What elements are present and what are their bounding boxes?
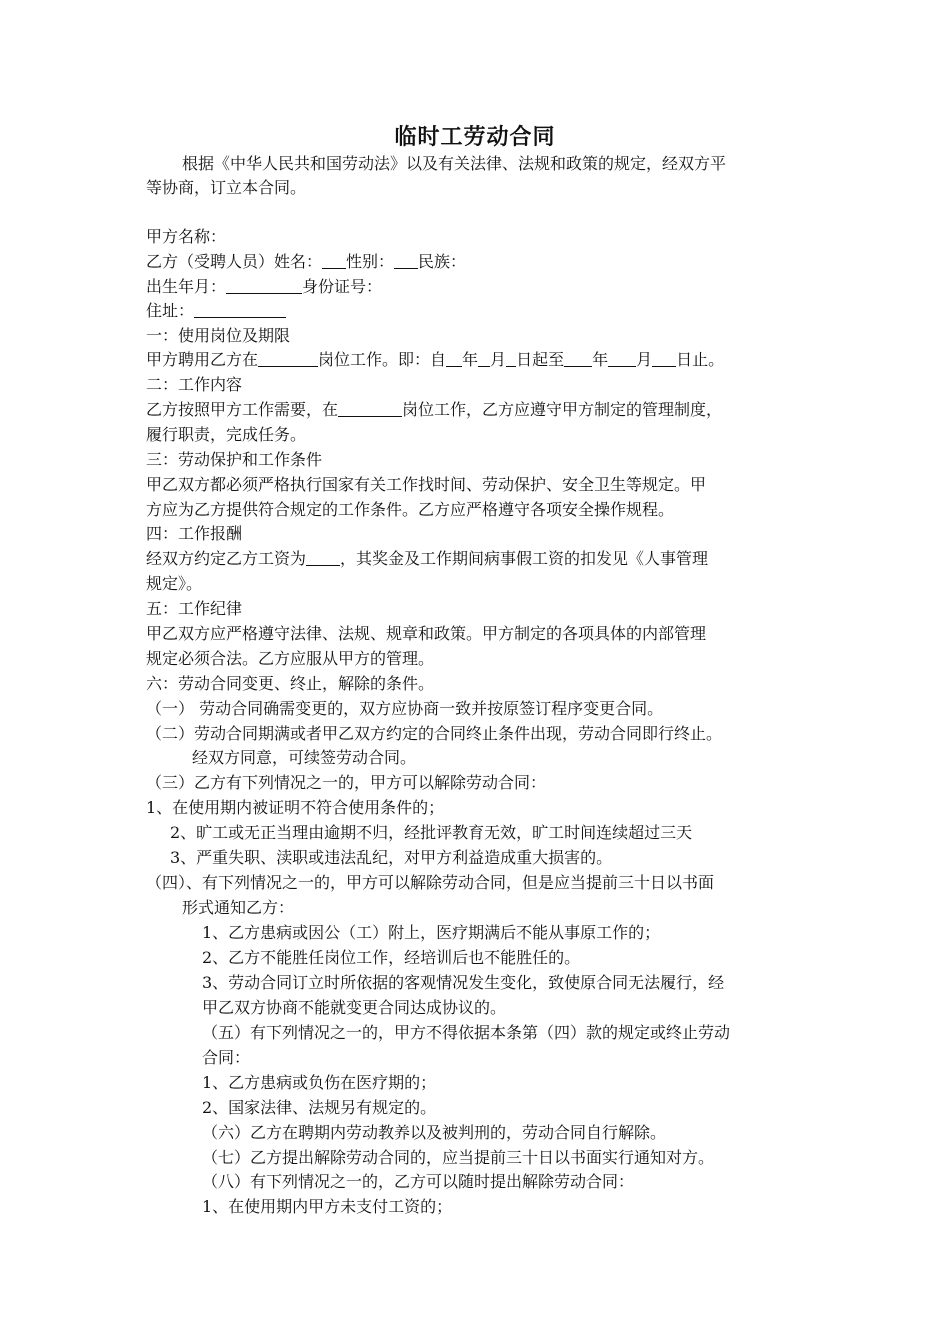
s1-year-b: 年: [592, 350, 609, 369]
s4-text-b: ，其奖金及工作期间病事假工资的扣发见《人事管理: [340, 549, 709, 568]
end-day-blank: [652, 348, 676, 367]
clause-6-3-item-3: 3、严重失职、渎职或违法乱纪，对甲方利益造成重大损害的。: [170, 848, 613, 867]
section-2-heading: 二：工作内容: [146, 375, 243, 394]
intro-line-2: 等协商，订立本合同。: [146, 178, 307, 197]
section-1-heading: 一：使用岗位及期限: [146, 326, 291, 345]
clause-6-4-item-2: 2、乙方不能胜任岗位工作，经培训后也不能胜任的。: [202, 948, 581, 967]
party-b-line: [146, 250, 466, 274]
section-3-text-1: 甲乙双方都必须严格执行国家有关工作找时间、劳动保护、安全卫生等规定。甲: [146, 475, 707, 494]
end-month-blank: [608, 348, 636, 367]
s4-text-a: 经双方约定乙方工资为: [146, 549, 307, 568]
s1-text-b: 岗位工作。即：自: [318, 350, 447, 369]
start-month-blank: [478, 348, 490, 367]
clause-6-3-item-2: 2、旷工或无正当理由逾期不归，经批评教育无效，旷工时间连续超过三天: [170, 823, 693, 842]
section-5-heading: 五：工作纪律: [146, 599, 243, 618]
document-title: 临时工劳动合同: [394, 125, 556, 150]
id-number-label: 身份证号：: [302, 277, 383, 296]
intro-line-1: 根据《中华人民共和国劳动法》以及有关法律、法规和政策的规定，经双方平: [182, 154, 727, 173]
gender-label: 性别：: [346, 252, 395, 271]
s1-day-b: 日止。: [676, 350, 725, 369]
birth-label: 出生年月：: [146, 277, 227, 296]
address-blank: [194, 299, 286, 318]
clause-6-4-item-3-line-1: 3、劳动合同订立时所依据的客观情况发生变化，致使原合同无法履行，经: [202, 973, 725, 992]
section-5-text-2: 规定必须合法。乙方应服从甲方的管理。: [146, 649, 435, 668]
address-label: 住址：: [146, 301, 195, 320]
s1-day-a: 日起至: [516, 350, 565, 369]
salary-blank: [306, 547, 340, 566]
section-2-text-1: [146, 398, 722, 422]
gender-blank: [394, 250, 418, 269]
s1-text-a: 甲方聘用乙方在: [146, 350, 259, 369]
clause-6-7: （七）乙方提出解除劳动合同的，应当提前三十日以书面实行通知对方。: [202, 1148, 715, 1167]
s2-text-a: 乙方按照甲方工作需要，在: [146, 400, 339, 419]
party-b-name-label: 乙方（受聘人员）姓名：: [146, 252, 323, 271]
start-year-blank: [446, 348, 462, 367]
clause-6-8-item-1: 1、在使用期内甲方未支付工资的；: [202, 1197, 453, 1216]
s1-year-a: 年: [462, 350, 479, 369]
birth-line: [146, 275, 382, 299]
birth-blank: [226, 275, 302, 294]
clause-6-4-line-1: （四）、有下列情况之一的，甲方可以解除劳动合同，但是应当提前三十日以书面: [146, 873, 715, 892]
clause-6-3-item-1: 1、在使用期内被证明不符合使用条件的；: [146, 798, 445, 817]
section-1-text: [146, 348, 724, 372]
section-4-heading: 四：工作报酬: [146, 524, 243, 543]
s1-month-b: 月: [636, 350, 653, 369]
clause-6-2-line-2: 经双方同意，可续签劳动合同。: [192, 748, 417, 767]
section-5-text-1: 甲乙双方应严格遵守法律、法规、规章和政策。甲方制定的各项具体的内部管理: [146, 624, 707, 643]
clause-6-6: （六）乙方在聘期内劳动教养以及被判刑的，劳动合同自行解除。: [202, 1123, 667, 1142]
clause-6-4-item-1: 1、乙方患病或因公（工）附上，医疗期满后不能从事原工作的；: [202, 923, 661, 942]
clause-6-5-item-1: 1、乙方患病或负伤在医疗期的；: [202, 1073, 437, 1092]
clause-6-1: （一） 劳动合同确需变更的，双方应协商一致并按原签订程序变更合同。: [146, 699, 664, 718]
s1-month-a: 月: [490, 350, 507, 369]
clause-6-3: （三）乙方有下列情况之一的，甲方可以解除劳动合同：: [146, 773, 547, 792]
section-3-text-2: 方应为乙方提供符合规定的工作条件。乙方应严格遵守各项安全操作规程。: [146, 500, 675, 519]
address-line: [146, 299, 286, 323]
ethnicity-label: 民族：: [418, 252, 467, 271]
work-position-blank: [338, 398, 402, 417]
position-blank: [258, 348, 318, 367]
section-4-text-1: [146, 547, 708, 571]
clause-6-4-line-2: 形式通知乙方：: [182, 898, 295, 917]
start-day-blank: [506, 348, 516, 367]
section-6-heading: 六：劳动合同变更、终止，解除的条件。: [146, 674, 435, 693]
party-a-name: 甲方名称：: [146, 227, 227, 246]
section-3-heading: 三：劳动保护和工作条件: [146, 450, 323, 469]
section-4-text-2: 规定》。: [146, 574, 203, 593]
end-year-blank: [564, 348, 592, 367]
clause-6-4-item-3-line-2: 甲乙双方协商不能就变更合同达成协议的。: [202, 998, 507, 1017]
clause-6-5-item-2: 2、国家法律、法规另有规定的。: [202, 1098, 437, 1117]
clause-6-5-line-2: 合同：: [202, 1048, 251, 1067]
s2-text-b: 岗位工作，乙方应遵守甲方制定的管理制度，: [402, 400, 723, 419]
clause-6-2-line-1: （二）劳动合同期满或者甲乙双方约定的合同终止条件出现，劳动合同即行终止。: [146, 724, 723, 743]
clause-6-8: （八）有下列情况之一的，乙方可以随时提出解除劳动合同：: [202, 1172, 635, 1191]
clause-6-5-line-1: （五）有下列情况之一的，甲方不得依据本条第（四）款的规定或终止劳动: [202, 1023, 731, 1042]
section-2-text-2: 履行职责，完成任务。: [146, 425, 307, 444]
name-blank: [322, 250, 346, 269]
